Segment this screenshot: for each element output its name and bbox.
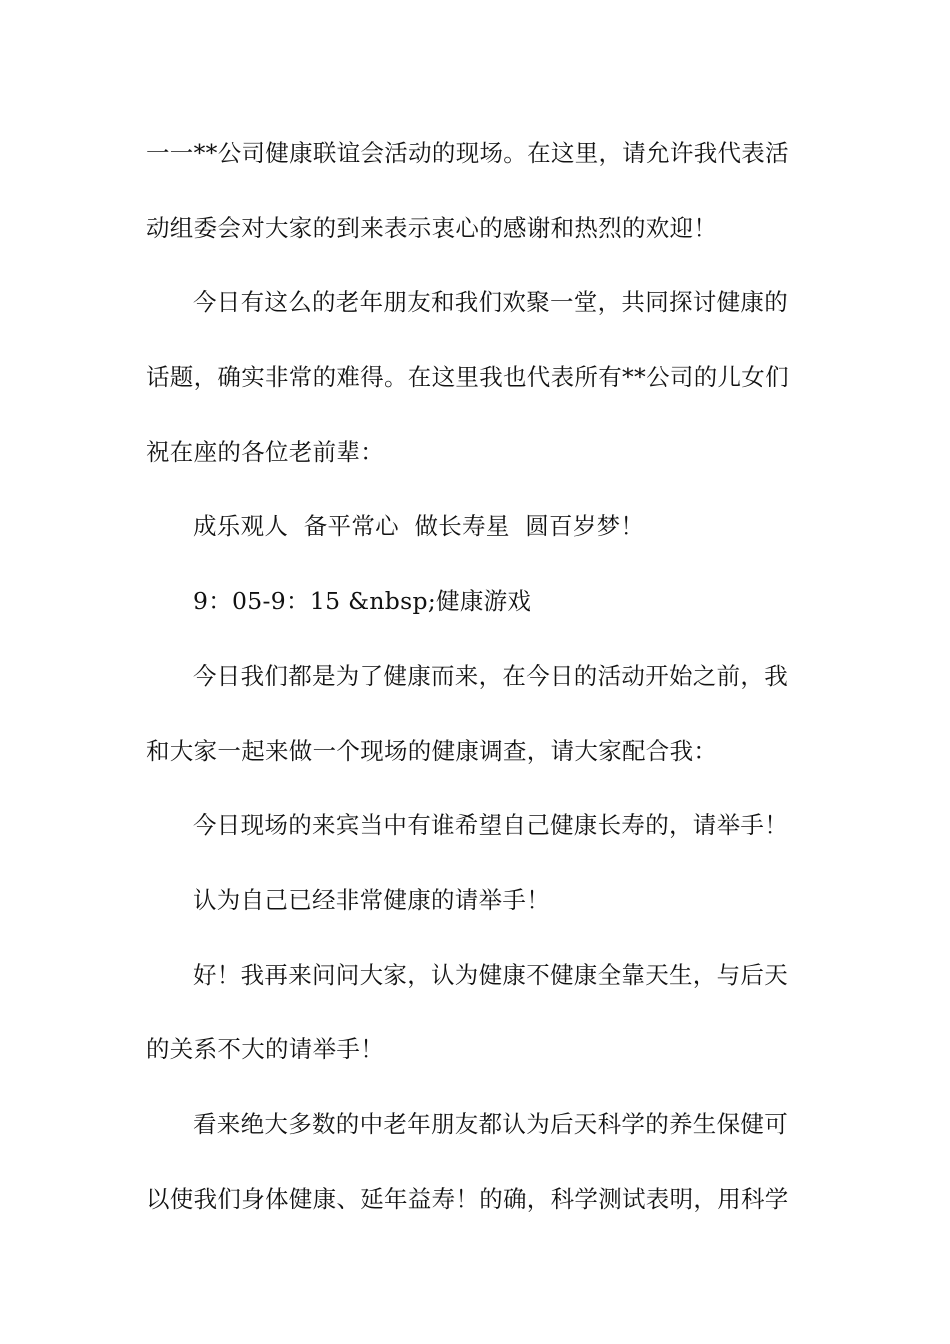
text-line-14: 看来绝大多数的中老年朋友都认为后天科学的养生保健可: [193, 1109, 788, 1138]
document-body: [146, 130, 806, 1250]
text-line-1: 一一**公司健康联谊会活动的现场。在这里，请允许我代表活: [146, 139, 789, 167]
text-line-10: 今日现场的来宾当中有谁希望自己健康长寿的，请举手！: [193, 811, 788, 840]
text-line-3: 今日有这么的老年朋友和我们欢聚一堂，共同探讨健康的: [193, 288, 788, 317]
text-line-6: 成乐观人 备平常心 做长寿星 圆百岁梦！: [193, 512, 645, 541]
text-line-4: 话题，确实非常的难得。在这里我也代表所有**公司的儿女们: [146, 363, 789, 392]
text-line-15: 以使我们身体健康、延年益寿！的确，科学测试表明，用科学: [146, 1184, 789, 1213]
text-line-13: 的关系不大的请举手！: [146, 1035, 384, 1064]
text-line-11: 认为自己已经非常健康的请举手！: [193, 885, 550, 914]
text-line-2: 动组委会对大家的到来表示衷心的感谢和热烈的欢迎！: [146, 213, 718, 242]
text-line-8: 今日我们都是为了健康而来，在今日的活动开始之前，我: [193, 661, 788, 690]
text-line-7: 9：05-9：15 &nbsp;健康游戏: [193, 587, 532, 616]
text-line-9: 和大家一起来做一个现场的健康调查，请大家配合我：: [146, 736, 718, 765]
text-line-5: 祝在座的各位老前辈：: [146, 437, 384, 466]
text-line-12: 好！我再来问问大家，认为健康不健康全靠天生，与后天: [193, 960, 788, 989]
